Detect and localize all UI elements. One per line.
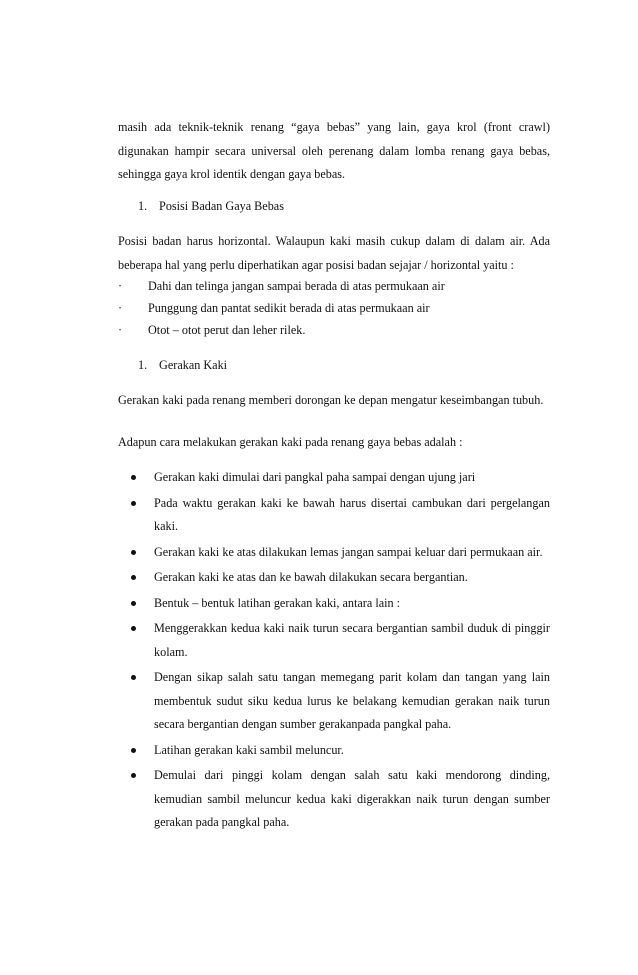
section-heading-gerakan-kaki	[138, 356, 538, 374]
section1-point-list	[118, 275, 550, 341]
list-item	[118, 666, 550, 737]
section-heading-posisi-badan	[138, 197, 538, 215]
list-marker: ·	[118, 301, 123, 315]
section2-paragraph: Gerakan kaki pada renang memberi dorongan ke depan mengatur keseimbangan tubuh.	[118, 393, 544, 407]
bullet-icon	[131, 575, 136, 580]
list-item	[118, 466, 550, 490]
bullet-icon	[131, 550, 136, 555]
list-item-text: Otot – otot perut dan leher rilek.	[148, 323, 306, 337]
list-item	[118, 275, 550, 297]
list-item	[118, 566, 550, 590]
section2-bullet-list	[118, 466, 550, 837]
list-item-text: Pada waktu gerakan kaki ke bawah harus disertai cambukan dari pergelangan kaki.	[154, 495, 550, 533]
list-item-text: Gerakan kaki ke atas dilakukan lemas jangan sampai keluar dari permukaan air.	[154, 544, 543, 559]
list-item-text: Dahi dan telinga jangan sampai berada di atas permukaan air	[148, 279, 445, 293]
list-item	[118, 541, 550, 565]
list-marker: ·	[118, 323, 123, 337]
list-item-text: Bentuk – bentuk latihan gerakan kaki, antara lain :	[154, 595, 401, 610]
bullet-icon	[131, 748, 136, 753]
section-number: 1.	[138, 199, 148, 213]
bullet-icon	[131, 501, 136, 506]
list-item	[118, 297, 550, 319]
list-item-text: Latihan gerakan kaki sambil meluncur.	[154, 742, 344, 757]
bullet-icon	[131, 626, 136, 631]
list-item	[118, 739, 550, 763]
intro-paragraph: masih ada teknik-teknik renang “gaya bebas” yang lain, gaya krol (front crawl) digunakan hampir secara universal oleh perenang dalam lomba renang gaya bebas, sehingga gaya krol identik dengan gaya bebas.	[118, 120, 550, 181]
bullet-icon	[131, 675, 136, 680]
list-item	[118, 319, 550, 341]
list-item	[118, 492, 550, 539]
list-marker: ·	[118, 279, 123, 293]
list-item-text: Demulai dari pinggi kolam dengan salah satu kaki mendorong dinding, kemudian sambil meluncur kedua kaki digerakkan naik turun dengan sumber gerakan pada pangkal paha.	[154, 768, 550, 829]
list-item-text: Gerakan kaki ke atas dan ke bawah dilakukan secara bergantian.	[154, 570, 468, 584]
list-item	[118, 592, 550, 616]
list-item-text: Punggung dan pantat sedikit berada di atas permukaan air	[148, 301, 430, 315]
list-item-text: Menggerakkan kedua kaki naik turun secara bergantian sambil duduk di pinggir kolam.	[154, 621, 550, 659]
section1-paragraph: Posisi badan harus horizontal. Walaupun kaki masih cukup dalam di dalam air. Ada beberapa hal yang perlu diperhatikan agar posisi badan sejajar / horizontal yaitu :	[118, 234, 550, 272]
section2-intro-line: Adapun cara melakukan gerakan kaki pada renang gaya bebas adalah :	[118, 435, 463, 449]
section-title: Gerakan Kaki	[159, 358, 228, 372]
list-item-text: Dengan sikap salah satu tangan memegang parit kolam dan tangan yang lain membentuk sudut siku kedua lurus ke belakang kemudian gerakan naik turun secara bergantian dengan sumber gerakanpada pangkal paha.	[154, 670, 550, 731]
bullet-icon	[131, 601, 136, 606]
section-title: Posisi Badan Gaya Bebas	[159, 199, 284, 213]
list-item-text: Gerakan kaki dimulai dari pangkal paha sampai dengan ujung jari	[154, 470, 476, 484]
list-item	[118, 764, 550, 835]
bullet-icon	[131, 475, 136, 480]
bullet-icon	[131, 773, 136, 778]
list-item	[118, 617, 550, 664]
section-number: 1.	[138, 358, 148, 372]
